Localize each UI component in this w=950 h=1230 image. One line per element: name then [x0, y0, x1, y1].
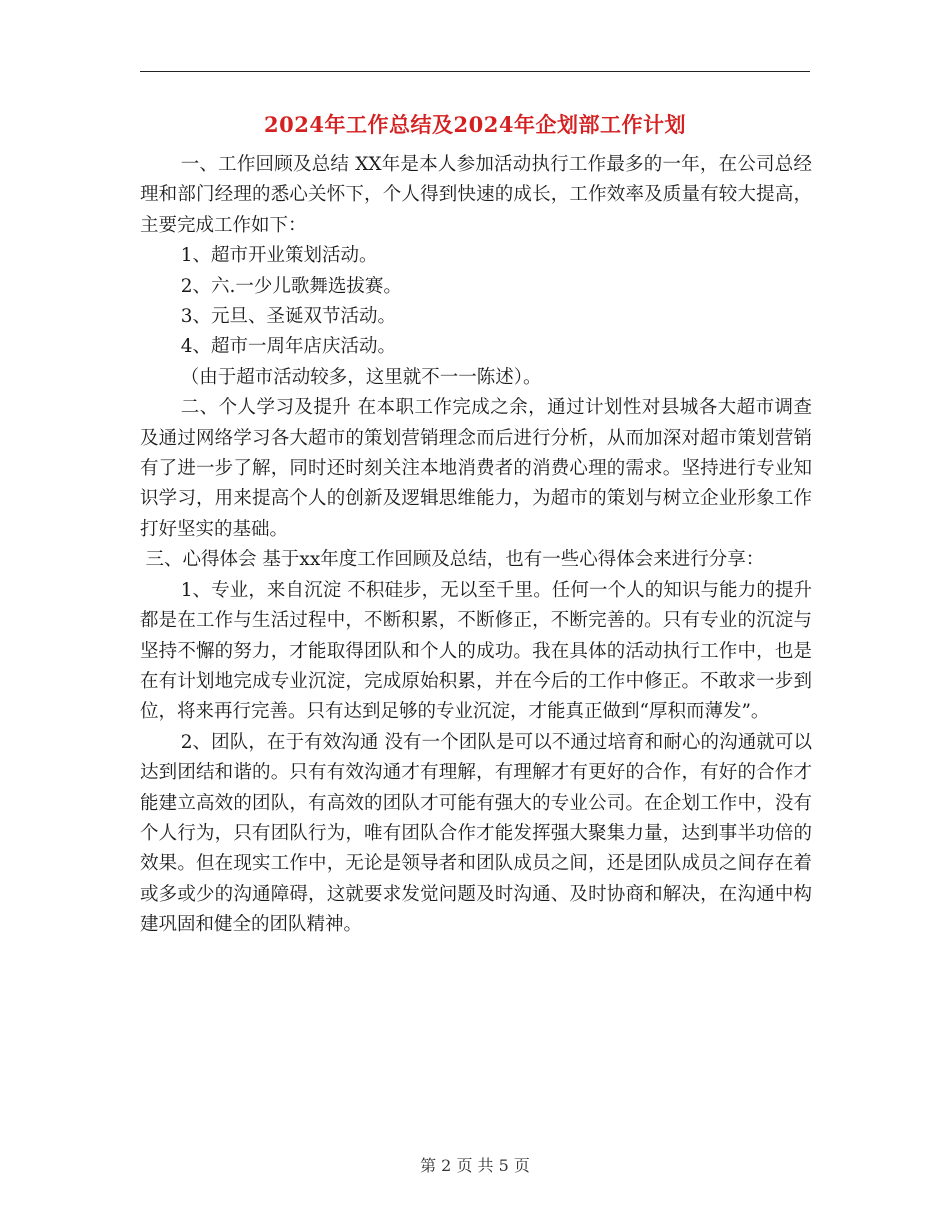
list-item-1: 1、超市开业策划活动。: [180, 245, 378, 267]
document-body: [140, 150, 812, 941]
paragraph-learning: 二、个人学习及提升 在本职工作完成之余，通过计划性对县城各大超市调查及通过网络学习各大超市的策划营销理念而后进行分析，从而加深对超市策划营销有了进一步了解，同时还时刻关注本地消费者的消费心理的需求。坚持进行专业知识学习，用来提高个人的创新及逻辑思维能力，为超市的策划与树立企业形象工作打好坚实的基础。: [140, 397, 812, 540]
paragraph-work-review: 一、工作回顾及总结 XX年是本人参加活动执行工作最多的一年，在公司总经理和部门经理的悉心关怀下，个人得到快速的成长，工作效率及质量有较大提高，主要完成工作如下：: [140, 154, 812, 236]
paragraph-experience: 三、心得体会 基于xx年度工作回顾及总结，也有一些心得体会来进行分享：: [145, 549, 765, 571]
paragraph-team: 2、团队，在于有效沟通 没有一个团队是可以不通过培育和耐心的沟通就可以达到团结和谐的。只有有效沟通才有理解，有理解才有更好的合作，有好的合作才能建立高效的团队，有高效的团队才可能有强大的专业公司。在企划工作中，没有个人行为，只有团队行为，唯有团队合作才能发挥强大聚集力量，达到事半功倍的效果。但在现实工作中，无论是领导者和团队成员之间，还是团队成员之间存在着或多或少的沟通障碍，这就要求发觉问题及时沟通、及时协商和解决，在沟通中构建巩固和健全的团队精神。: [140, 731, 812, 936]
list-item-4: 4、超市一周年店庆活动。: [180, 336, 396, 358]
list-item-3: 3、元旦、圣诞双节活动。: [180, 306, 396, 328]
list-item-2: 2、六.一少儿歌舞选拔赛。: [180, 275, 402, 297]
document-title: 2024年工作总结及2024年企划部工作计划: [264, 112, 686, 137]
page-number: 第 2 页 共 5 页: [420, 1156, 530, 1175]
header-rule: [140, 71, 810, 72]
paragraph-note: （由于超市活动较多，这里就不一一陈述）。: [180, 366, 542, 388]
paragraph-professional: 1、专业，来自沉淀 不积硅步，无以至千里。任何一个人的知识与能力的提升都是在工作与生活过程中，不断积累，不断修正，不断完善的。只有专业的沉淀与坚持不懈的努力，才能取得团队和个人的成功。我在具体的活动执行工作中，也是在有计划地完成专业沉淀，完成原始积累，并在今后的工作中修正。不敢求一步到位，将来再行完善。只有达到足够的专业沉淀，才能真正做到“厚积而薄发”。: [140, 579, 812, 723]
